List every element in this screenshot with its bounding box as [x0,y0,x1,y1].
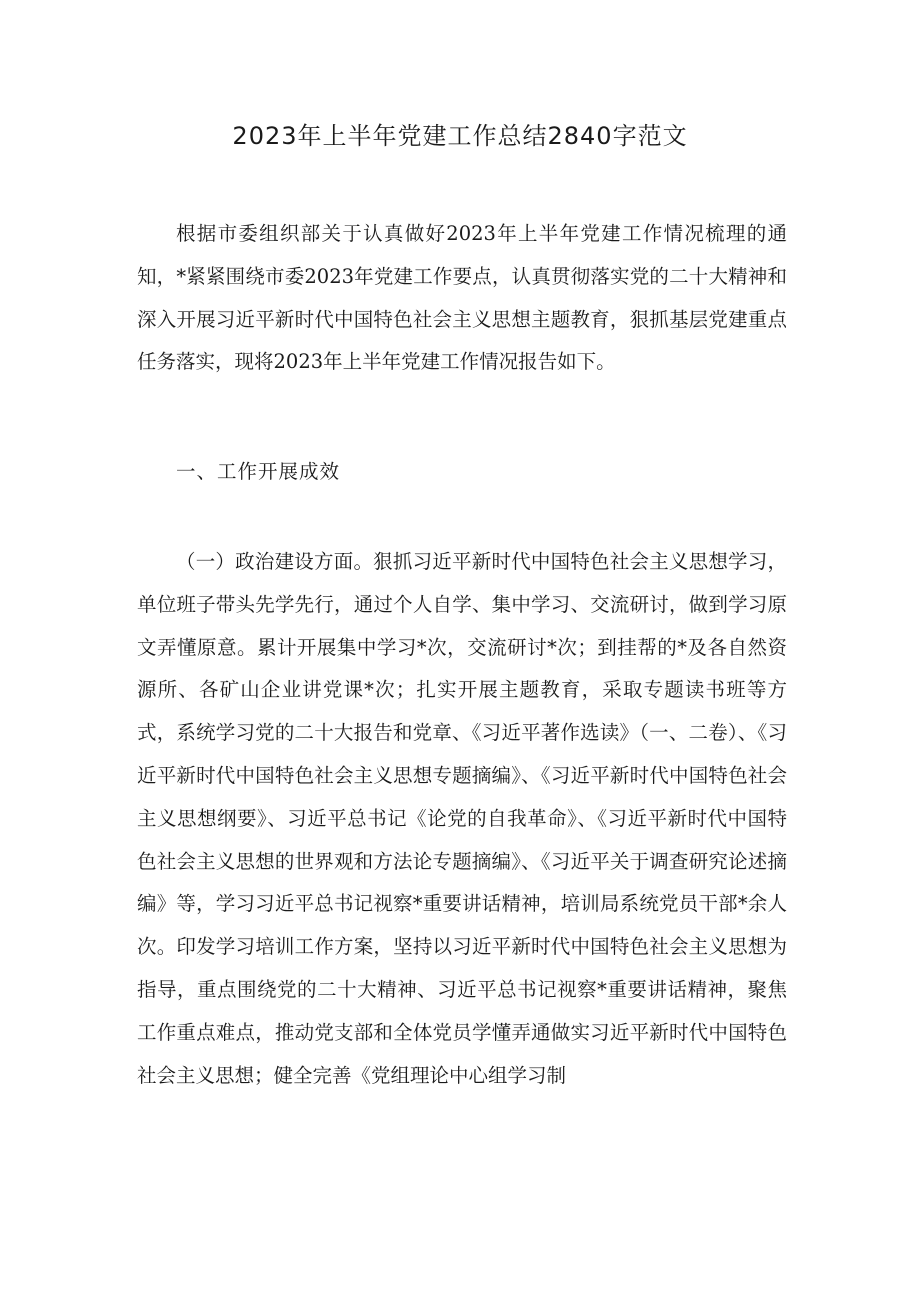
section-heading: 一、工作开展成效 [176,460,341,483]
intro-paragraph: 根据市委组织部关于认真做好2023年上半年党建工作情况梳理的通知，*紧紧围绕市委2023年党建工作要点，认真贯彻落实党的二十大精神和深入开展习近平新时代中国特色社会主义思想主题教育，狠抓基层党建重点任务落实，现将2023年上半年党建工作情况报告如下。 [137,222,787,374]
document-title: 2023年上半年党建工作总结2840字范文 [232,122,688,150]
section-paragraph: （一）政治建设方面。狠抓习近平新时代中国特色社会主义思想学习，单位班子带头先学先行，通过个人自学、集中学习、交流研讨，做到学习原文弄懂原意。累计开展集中学习*次，交流研讨*次；到挂帮的*及各自然资源所、各矿山企业讲党课*次；扎实开展主题教育，采取专题读书班等方式，系统学习党的二十大报告和党章、《习近平著作选读》（一、二卷）、《习近平新时代中国特色社会主义思想专题摘编》、《习近平新时代中国特色社会主义思想纲要》、习近平总书记《论党的自我革命》、《习近平新时代中国特色社会主义思想的世界观和方法论专题摘编》、《习近平关于调查研究论述摘编》等，学习习近平总书记视察*重要讲话精神，培训局系统党员干部*余人次。印发学习培训工作方案，坚持以习近平新时代中国特色社会主义思想为指导，重点围绕党的二十大精神、习近平总书记视察*重要讲话精神，聚焦工作重点难点，推动党支部和全体党员学懂弄通做实习近平新时代中国特色社会主义思想；健全完善《党组理论中心组学习制 [137,550,787,1087]
